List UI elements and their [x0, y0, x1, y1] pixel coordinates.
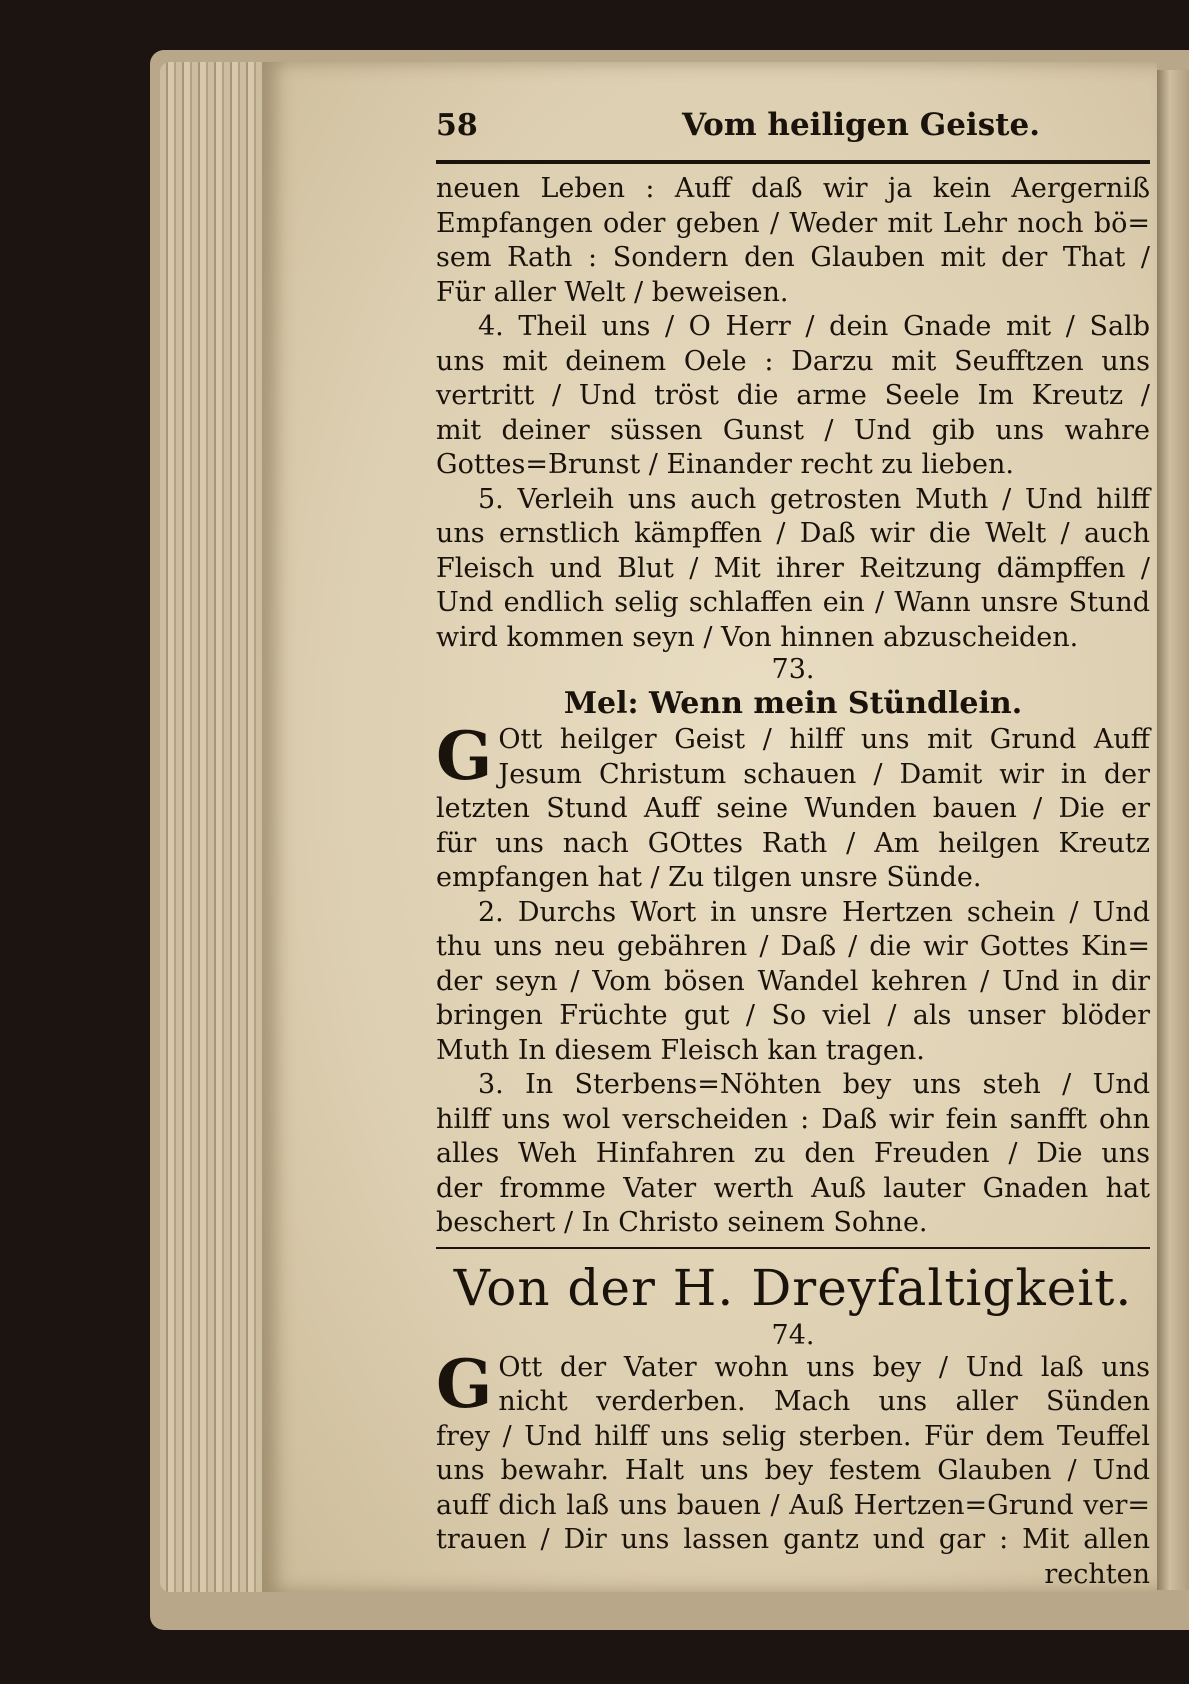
text-line: 2. Durchs Wort in unsre Hertzen schein / Und — [478, 896, 1150, 928]
text-line: alles Weh Hinfahren zu den Freuden / Die uns — [436, 1138, 1150, 1169]
text-line: letzten Stund Auff seine Wunden bauen / Die er — [436, 793, 1150, 824]
text-line: mit deiner süssen Gunst / Und gib uns wahre — [436, 414, 1150, 446]
hymn-74 — [436, 1344, 1150, 1593]
text-line: Für aller Welt / beweisen. — [436, 276, 789, 308]
section-title: Von der H. Dreyfaltigkeit. — [453, 1258, 1133, 1317]
section-rule — [436, 1247, 1150, 1249]
text-line: thu uns neu gebähren / Daß / die wir Gottes Kin= — [436, 931, 1150, 962]
text-line: nicht verderben. Mach uns aller Sünden — [498, 1386, 1150, 1417]
text-line: Fleisch und Blut / Mit ihrer Reitzung dämpffen / — [436, 552, 1150, 584]
text-line: Jesum Christum schauen / Damit wir in der — [498, 758, 1150, 790]
text-line: der seyn / Vom bösen Wandel kehren / Und in dir — [436, 965, 1150, 997]
text-line: trauen / Dir uns lassen gantz und gar : Mit allen — [436, 1524, 1150, 1555]
text-line: uns bewahr. Halt uns bey festem Glauben / Und — [436, 1455, 1150, 1486]
text-line: beschert / In Christo seinem Sohne. — [436, 1207, 928, 1238]
text-line: uns ernstlich kämpffen / Daß wir die Welt / auch — [436, 518, 1150, 549]
melody-line: Mel: Wenn mein Stündlein. — [563, 686, 1023, 721]
text-line: 5. Verleih uns auch getrosten Muth / Und hilff — [478, 483, 1150, 515]
text-line: Empfangen oder geben / Weder mit Lehr noch bö= — [436, 207, 1150, 239]
facing-page-edge — [1157, 70, 1189, 1590]
text-line: für uns nach GOttes Rath / Am heilgen Kreutz — [436, 827, 1150, 859]
text-line: neuen Leben : Auff daß wir ja kein Aergerniß — [436, 173, 1150, 204]
drop-initial: G — [436, 717, 493, 795]
running-title: Vom heiligen Geiste. — [681, 107, 1040, 143]
page-header — [436, 108, 1150, 158]
page-text — [436, 108, 1150, 1592]
text-line: hilff uns wol verscheiden : Daß wir fein sanfft ohn — [436, 1103, 1150, 1135]
text-line: 4. Theil uns / O Herr / dein Gnade mit / Salb — [478, 311, 1150, 342]
text-line: auff dich laß uns bauen / Auß Hertzen=Grund ver= — [436, 1489, 1150, 1521]
text-line: empfangen hat / Zu tilgen unsre Sünde. — [436, 862, 982, 893]
text-line: bringen Früchte gut / So viel / als unser blöder — [436, 1000, 1150, 1031]
text-line: wird kommen seyn / Von hinnen abzuscheiden. — [436, 621, 1079, 653]
hymn-number: 74. — [771, 1319, 815, 1351]
text-line: sem Rath : Sondern den Glauben mit der That / — [436, 242, 1150, 273]
text-line: Ott heilger Geist / hilff uns mit Grund Auff — [498, 724, 1150, 755]
catchword: rechten — [1044, 1558, 1150, 1590]
text-line: 3. In Sterbens=Nöhten bey uns steh / Und — [478, 1069, 1150, 1100]
text-line: der fromme Vater werth Auß lauter Gnaden hat — [436, 1172, 1150, 1204]
text-line: Gottes=Brunst / Einander recht zu lieben. — [436, 449, 1014, 480]
text-line: frey / Und hilff uns selig sterben. Für dem Teuffel — [436, 1420, 1150, 1452]
text-line: vertritt / Und tröst die arme Seele Im Kreutz / — [436, 380, 1150, 411]
hymn-number: 73. — [771, 654, 815, 685]
text-line: uns mit deinem Oele : Darzu mit Seufftzen uns — [436, 345, 1150, 377]
header-rule — [436, 160, 1150, 164]
text-line: Muth In diesem Fleisch kan tragen. — [436, 1034, 925, 1066]
text-line: Ott der Vater wohn uns bey / Und laß uns — [498, 1351, 1150, 1383]
hymn-73 — [436, 717, 1150, 1241]
drop-initial: G — [436, 1344, 493, 1423]
hymn-72-continuation — [436, 172, 1150, 655]
page-number: 58 — [436, 108, 478, 143]
text-line: Und endlich selig schlaffen ein / Wann unsre Stund — [436, 587, 1150, 618]
